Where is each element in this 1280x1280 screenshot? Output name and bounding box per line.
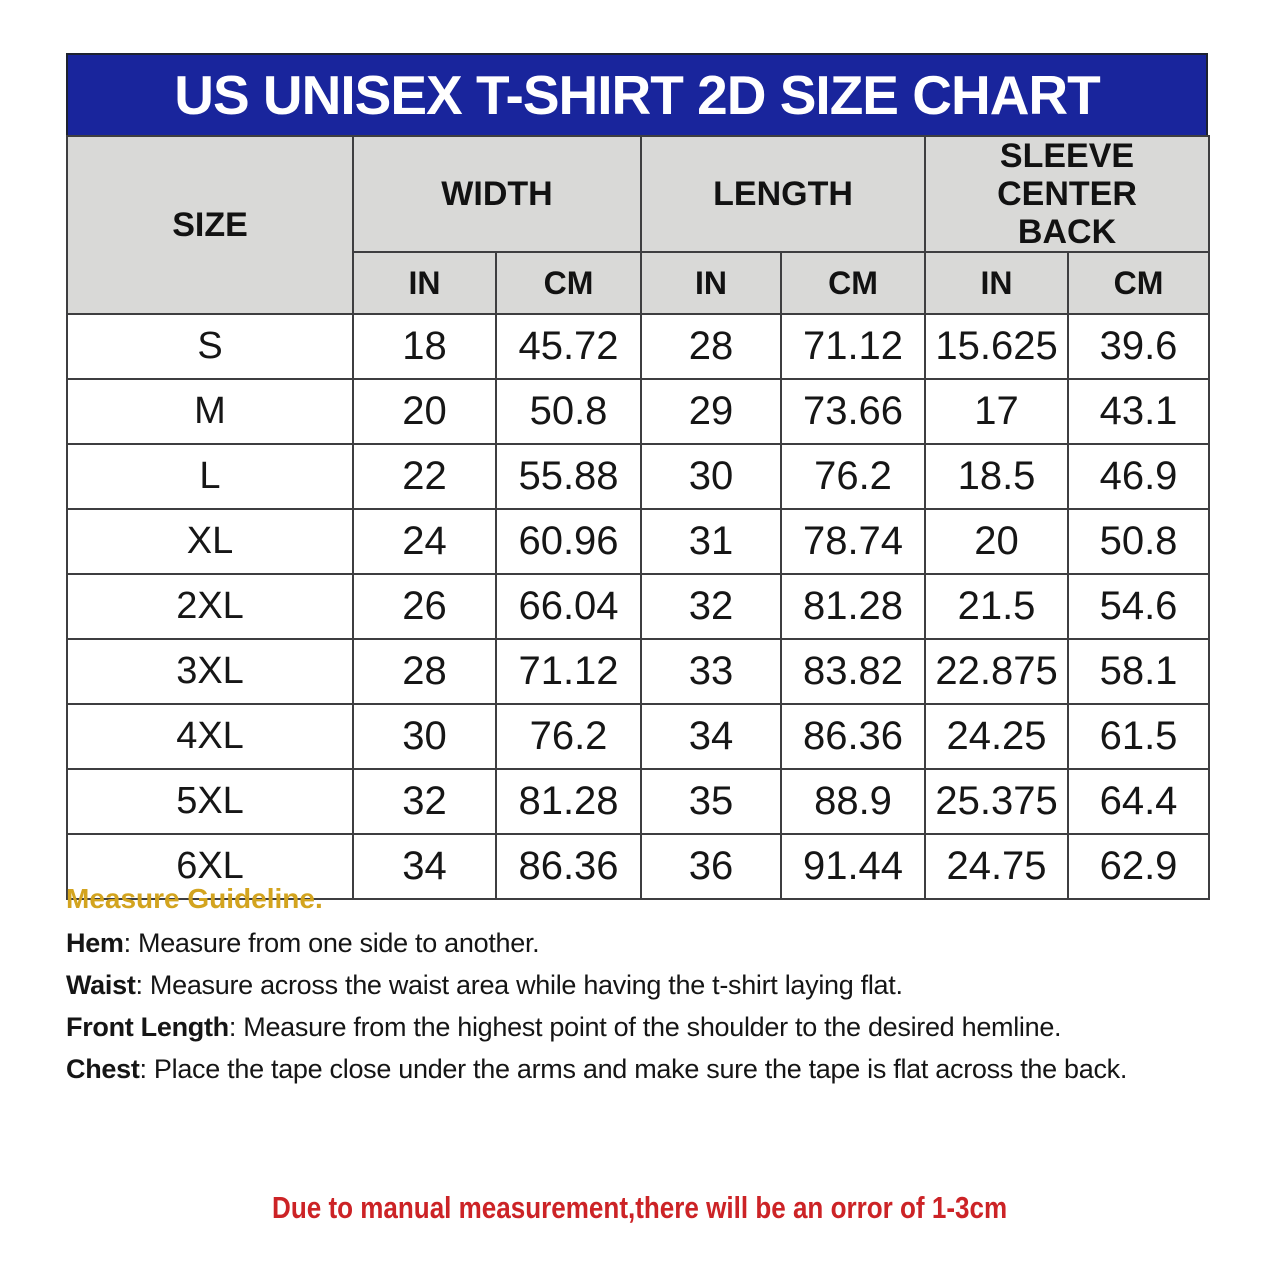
table-row-5xl bbox=[67, 769, 1209, 834]
value-cell: 28 bbox=[641, 314, 781, 379]
guideline-front-length-text: : Measure from the highest point of the shoulder to the desired hemline. bbox=[228, 1012, 1062, 1042]
value-cell: 43.1 bbox=[1068, 379, 1209, 444]
group-header-row bbox=[67, 136, 1209, 252]
value-cell: 34 bbox=[353, 834, 496, 899]
value-cell: 66.04 bbox=[496, 574, 641, 639]
value-cell: 76.2 bbox=[496, 704, 641, 769]
size-cell: 2XL bbox=[67, 574, 353, 639]
value-cell: 33 bbox=[641, 639, 781, 704]
size-cell: 4XL bbox=[67, 704, 353, 769]
value-cell: 45.72 bbox=[496, 314, 641, 379]
size-cell: L bbox=[67, 444, 353, 509]
value-cell: 30 bbox=[353, 704, 496, 769]
value-cell: 71.12 bbox=[496, 639, 641, 704]
size-column-header: SIZE bbox=[67, 136, 353, 314]
value-cell: 30 bbox=[641, 444, 781, 509]
value-cell: 26 bbox=[353, 574, 496, 639]
guideline-front-length bbox=[66, 1012, 1226, 1042]
size-cell: 3XL bbox=[67, 639, 353, 704]
guideline-waist-text: : Measure across the waist area while having the t-shirt laying flat. bbox=[135, 970, 903, 1000]
value-cell: 31 bbox=[641, 509, 781, 574]
value-cell: 50.8 bbox=[496, 379, 641, 444]
measurement-note: Due to manual measurement,there will be an orror of 1-3cm bbox=[272, 1190, 1008, 1225]
table-row-m bbox=[67, 379, 1209, 444]
value-cell: 60.96 bbox=[496, 509, 641, 574]
value-cell: 22 bbox=[353, 444, 496, 509]
guideline-hem-text: : Measure from one side to another. bbox=[123, 928, 540, 958]
value-cell: 20 bbox=[925, 509, 1068, 574]
value-cell: 24 bbox=[353, 509, 496, 574]
value-cell: 46.9 bbox=[1068, 444, 1209, 509]
value-cell: 22.875 bbox=[925, 639, 1068, 704]
value-cell: 50.8 bbox=[1068, 509, 1209, 574]
value-cell: 17 bbox=[925, 379, 1068, 444]
guideline-chest-label: Chest bbox=[66, 1054, 140, 1084]
guideline-hem bbox=[66, 928, 1226, 958]
value-cell: 61.5 bbox=[1068, 704, 1209, 769]
size-cell: 5XL bbox=[67, 769, 353, 834]
value-cell: 78.74 bbox=[781, 509, 925, 574]
value-cell: 32 bbox=[353, 769, 496, 834]
size-chart-table bbox=[66, 135, 1210, 900]
value-cell: 36 bbox=[641, 834, 781, 899]
length-in-header: IN bbox=[641, 252, 781, 314]
value-cell: 91.44 bbox=[781, 834, 925, 899]
measurement-note-row bbox=[0, 1190, 1280, 1226]
table-row-2xl bbox=[67, 574, 1209, 639]
value-cell: 15.625 bbox=[925, 314, 1068, 379]
size-cell: XL bbox=[67, 509, 353, 574]
chart-title: US UNISEX T-SHIRT 2D SIZE CHART bbox=[174, 64, 1100, 126]
value-cell: 73.66 bbox=[781, 379, 925, 444]
guideline-waist-label: Waist bbox=[66, 970, 136, 1000]
value-cell: 18.5 bbox=[925, 444, 1068, 509]
size-chart-block bbox=[66, 53, 1208, 900]
value-cell: 86.36 bbox=[496, 834, 641, 899]
value-cell: 55.88 bbox=[496, 444, 641, 509]
width-cm-header: CM bbox=[496, 252, 641, 314]
size-cell: M bbox=[67, 379, 353, 444]
value-cell: 24.25 bbox=[925, 704, 1068, 769]
value-cell: 21.5 bbox=[925, 574, 1068, 639]
chart-title-bar bbox=[66, 53, 1208, 135]
sleeve-in-header: IN bbox=[925, 252, 1068, 314]
value-cell: 81.28 bbox=[781, 574, 925, 639]
value-cell: 20 bbox=[353, 379, 496, 444]
guideline-heading: Measure Guideline. bbox=[66, 883, 323, 914]
table-row-l bbox=[67, 444, 1209, 509]
value-cell: 35 bbox=[641, 769, 781, 834]
guideline-front-length-label: Front Length bbox=[66, 1012, 229, 1042]
value-cell: 62.9 bbox=[1068, 834, 1209, 899]
sleeve-center-back-group-header: SLEEVE CENTER BACK bbox=[925, 136, 1209, 252]
value-cell: 88.9 bbox=[781, 769, 925, 834]
value-cell: 39.6 bbox=[1068, 314, 1209, 379]
value-cell: 64.4 bbox=[1068, 769, 1209, 834]
length-group-header: LENGTH bbox=[641, 136, 925, 252]
value-cell: 25.375 bbox=[925, 769, 1068, 834]
sleeve-cm-header: CM bbox=[1068, 252, 1209, 314]
value-cell: 71.12 bbox=[781, 314, 925, 379]
value-cell: 29 bbox=[641, 379, 781, 444]
measure-guidelines bbox=[66, 884, 1226, 1096]
value-cell: 58.1 bbox=[1068, 639, 1209, 704]
size-cell: S bbox=[67, 314, 353, 379]
value-cell: 34 bbox=[641, 704, 781, 769]
width-in-header: IN bbox=[353, 252, 496, 314]
table-row-s bbox=[67, 314, 1209, 379]
table-row-3xl bbox=[67, 639, 1209, 704]
guideline-chest-text: : Place the tape close under the arms and make sure the tape is flat across the back. bbox=[139, 1054, 1128, 1084]
value-cell: 32 bbox=[641, 574, 781, 639]
table-row-xl bbox=[67, 509, 1209, 574]
value-cell: 54.6 bbox=[1068, 574, 1209, 639]
table-row-4xl bbox=[67, 704, 1209, 769]
value-cell: 28 bbox=[353, 639, 496, 704]
value-cell: 24.75 bbox=[925, 834, 1068, 899]
guideline-chest bbox=[66, 1054, 1226, 1084]
guideline-waist bbox=[66, 970, 1226, 1000]
value-cell: 76.2 bbox=[781, 444, 925, 509]
guideline-hem-label: Hem bbox=[66, 928, 124, 958]
value-cell: 83.82 bbox=[781, 639, 925, 704]
length-cm-header: CM bbox=[781, 252, 925, 314]
size-cell: 6XL bbox=[67, 834, 353, 899]
value-cell: 18 bbox=[353, 314, 496, 379]
value-cell: 86.36 bbox=[781, 704, 925, 769]
width-group-header: WIDTH bbox=[353, 136, 641, 252]
value-cell: 81.28 bbox=[496, 769, 641, 834]
